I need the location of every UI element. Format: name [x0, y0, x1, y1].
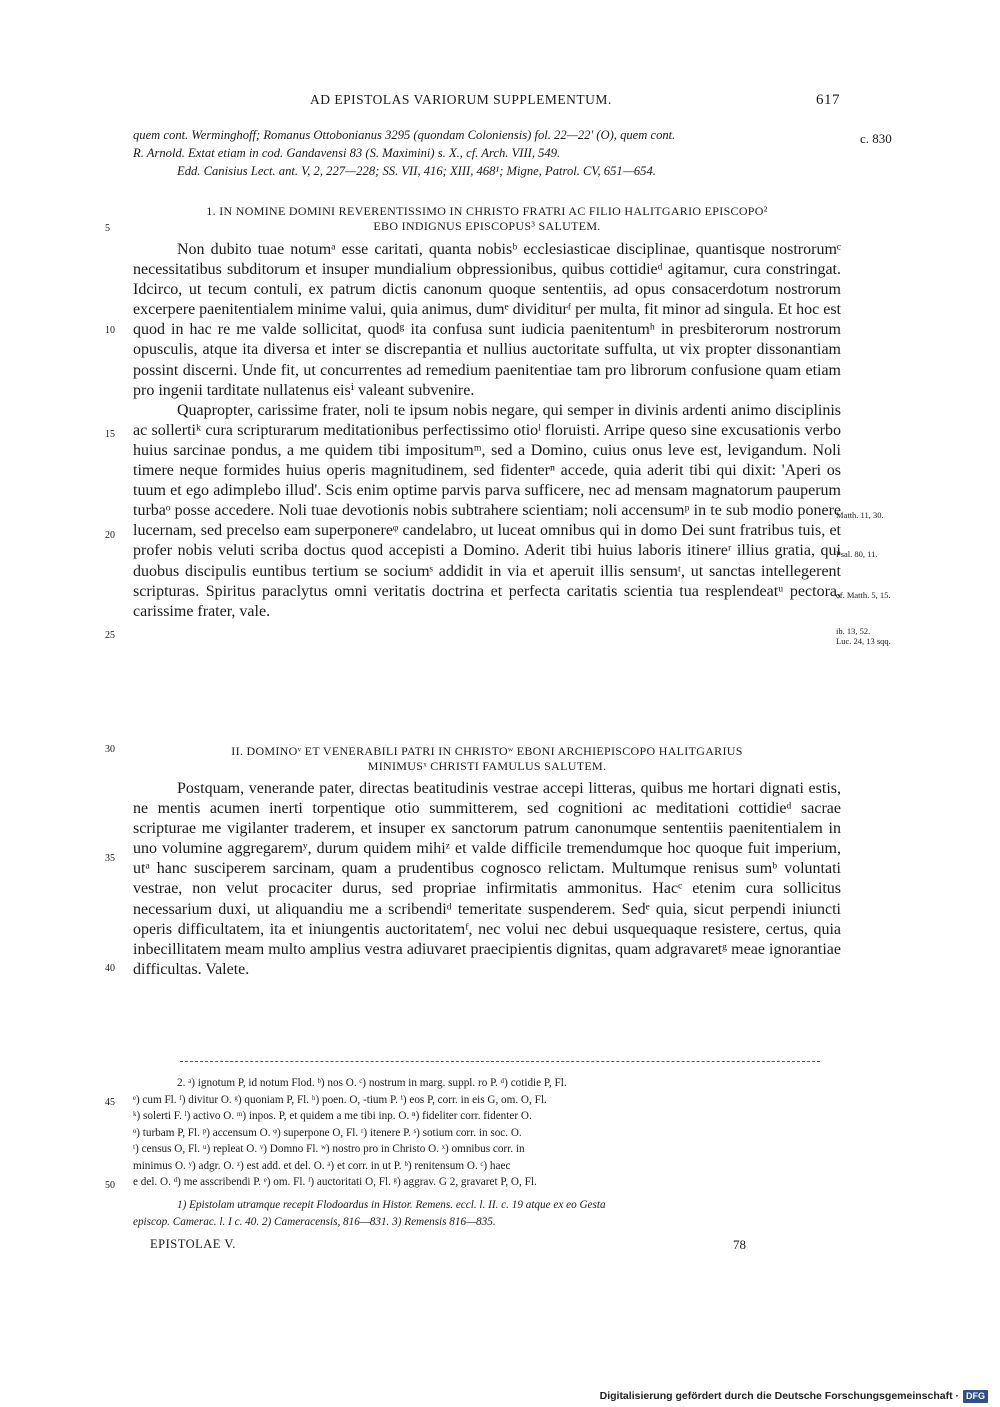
running-title: AD EPISTOLAS VARIORUM SUPPLEMENTUM.: [310, 92, 612, 107]
side-note-ib: ib. 13, 52.: [836, 626, 871, 636]
margin-date: c. 830: [860, 131, 892, 146]
note-line: ᵉ) cum Fl. ᶠ) divitur O. ᵍ) quoniam P, Fl. ʰ) poen. O, -tium P. ⁱ) eos P, corr. in eis G, om. O, Fl.: [133, 1093, 547, 1106]
digitization-credit: [600, 1389, 988, 1403]
line-number-10: 10: [105, 325, 115, 336]
line-number-30: 30: [105, 744, 115, 755]
page-number: 617: [816, 92, 840, 108]
heading-line: EBO INDIGNUS EPISCOPUS³ SALUTEM.: [373, 218, 601, 233]
letter-2-body: [133, 779, 841, 980]
line-number-40: 40: [105, 963, 115, 974]
footnotes: [133, 1197, 841, 1230]
side-note-matth: Matth. 11, 30.: [836, 510, 884, 520]
side-note-cf-matth: cf. Matth. 5, 15.: [836, 590, 891, 600]
intro-line: Edd. Canisius Lect. ant. V, 2, 227—228; SS. VII, 416; XIII, 468¹; Migne, Patrol. CV, 651—654.: [177, 164, 656, 178]
dfg-logo-icon: DFG: [963, 1390, 988, 1403]
footnote-line: episcop. Camerac. l. I c. 40. 2) Cameracensis, 816—831. 3) Remensis 816—835.: [133, 1215, 496, 1228]
note-line: 2. ᵃ) ignotum P, id notum Flod. ᵇ) nos O. ᶜ) nostrum in marg. suppl. ro P. ᵈ) cotidie P, Fl.: [177, 1077, 567, 1089]
intro-line: quem cont. Werminghoff; Romanus Ottobonianus 3295 (quondam Coloniensis) fol. 22—22' (O), quem cont.: [133, 128, 676, 142]
manuscript-intro: [133, 126, 841, 180]
critical-apparatus: [133, 1075, 841, 1191]
line-number-5: 5: [105, 223, 110, 234]
digitization-text: Digitalisierung gefördert durch die Deutsche Forschungsgemeinschaft ·: [599, 1390, 959, 1402]
line-number-45: 45: [105, 1097, 115, 1108]
side-note-luc: Luc. 24, 13 sqq.: [836, 636, 891, 646]
letter-1-heading: [133, 204, 841, 233]
line-number-15: 15: [105, 429, 115, 440]
note-line: ᵏ) solerti F. ˡ) activo O. ᵐ) inpos. P, et quidem a me tibi inp. O. ⁿ) fideliter corr. fidenter O.: [133, 1110, 532, 1122]
running-head: [130, 92, 840, 112]
note-line: ᵗ) census O, Fl. ᵘ) repleat O. ᵛ) Domno Fl. ʷ) nostro pro in Christo O. ˣ) omnibus corr. in: [133, 1143, 525, 1155]
notes-divider: [180, 1061, 820, 1062]
letter-2-heading: [133, 744, 841, 773]
paragraph: Quapropter, carissime frater, noli te ipsum nobis negare, qui semper in divinis ardenti animo disciplinis ac sollertiᵏ cura scripturarum meditationibus perfectissimo otioˡ floruisti. Arripe queso sine excusationis verbo huius sarcinae pondus, a me quidem tibi impositumᵐ, sed a Domino, cuius onus leve est, levigandum. Noli timere neque formides huius operis magnitudinem, sed fidenterⁿ accede, quia aderit tibi qui dixit: 'Aperi os tuum et ego adimplebo illud'. Scis enim optime parvis parva sufficere, nec ad mensam magnatorum pauperum turbaᵒ posse accedere. Noli tuae devotionis nobis subtrahere scientiam; noli accensumᵖ in te sub modio ponere lucernam, sed precelso eam superponereᵠ candelabro, ut luceat omnibus qui in domo Dei sunt fratribus tuis, et profer nobis veluti scriba doctus quod accepisti a Domino. Aderit tibi huius laboris itinereʳ illius gratia, qui duobus discipulis euntibus tertium se sociumˢ addidit in via et aperuit illis sensumᵗ, ut sanctas intellegerent scripturas. Spiritus paraclytus omni veritatis doctrina et perfecta caritatis scientia tua resplendeatᵘ pectora, carissime frater, vale.: [133, 401, 841, 620]
line-number-50: 50: [105, 1180, 115, 1191]
footnote-line: 1) Epistolam utramque recepit Flodoardus in Histor. Remens. eccl. l. II. c. 19 atque ex eo Gesta: [177, 1199, 606, 1211]
line-number-35: 35: [105, 853, 115, 864]
heading-line: 1. IN NOMINE DOMINI REVERENTISSIMO IN CHRISTO FRATRI AC FILIO HALITGARIO EPISCOPO²: [206, 204, 768, 218]
line-number-25: 25: [105, 630, 115, 641]
gathering-number: 78: [733, 1237, 746, 1252]
heading-line: II. DOMINOᵛ ET VENERABILI PATRI IN CHRISTOʷ EBONI ARCHIEPISCOPO HALITGARIUS: [231, 744, 743, 758]
paragraph: Non dubito tuae notumᵃ esse caritati, quanta nobisᵇ ecclesiasticae disciplinae, quantisque nostrorumᶜ necessitatibus subditorum et insuper mundialium obpressionibus, quibus cottidieᵈ agitamur, cura constringat. Idcirco, ut tecum contuli, ex patrum dictis canonum quoque sententiis, ad opus consacerdotum nostrorum excerpere paenitentialem minime valui, quia animus, dumᵉ dividiturᶠ per multa, fit minor ad singula. Et hoc est quod in hac re me valde sollicitat, quodᵍ ita confusa sunt iudicia paenitentumʰ in presbiterorum nostrorum opusculis, atque ita diversa et inter se discrepantia et nullius auctoritate suffulta, ut vix propter dissonantiam possint discerni. Unde fit, ut concurrentes ad remedium paenitentiae tam pro librorum confusione quam etiam pro ingenii tarditate nullatenus eisⁱ valeant subvenire.: [133, 241, 841, 399]
intro-line: R. Arnold. Extat etiam in cod. Gandavensi 83 (S. Maximini) s. X., cf. Arch. VIII, 549.: [133, 146, 561, 160]
note-line: e del. O. ᵈ) me asscribendi P. ᵉ) om. Fl. ᶠ) auctoritati O, Fl. ᵍ) aggrav. G 2, gravaret P, O, Fl.: [133, 1176, 537, 1188]
note-line: ᵒ) turbam P, Fl. ᵖ) accensum O. ᵠ) superpone O, Fl. ʳ) itenere P. ˢ) sotium corr. in soc. O.: [133, 1126, 522, 1139]
paragraph: Postquam, venerande pater, directas beatitudinis vestrae accepi litteras, quibus me hortari dignati estis, ne mentis acumen inerti torpentique otio summitterem, sed cognitioni ac meditationi cottidieᵈ sacrae scripturae me vigilanter traderem, et insuper ex sanctorum patrum canonumque sententiis paenitentialem in uno volumine aggregaremʸ, durum quidem mihiᶻ et valde difficile tremendumque hoc quoque fuit imperium, utᵃ hanc susciperem sarcinam, quam a prudentibus cognosco relictam. Multumque renisus sumᵇ voluntati vestrae, non velut procaciter durus, sed propriae infirmitatis ammonitus. Hacᶜ etenim cura sollicitus necessarium duxi, ut aliquandiu me a scribendiᵈ temeritate suspenderem. Sedᵉ quia, sicut perpendi iniuncti operis difficultatem, ita et iniungentis auctoritatemᶠ, nec volui nec debui usquequaque resistere, certus, quia inbecillitatem meam multo amplius vestra adiuvaret praecipientis dignitas, quam adgravaretᵍ meae ignorantiae difficultas. Valete.: [133, 780, 841, 978]
note-line: minimus O. ʸ) adgr. O. ᶻ) est add. et del. O. ᵃ) et corr. in ut P. ᵇ) renitensum O. ᶜ) haec: [133, 1159, 511, 1172]
letter-1-body: [133, 240, 841, 622]
line-number-20: 20: [105, 530, 115, 541]
heading-line: MINIMUSˣ CHRISTI FAMULUS SALUTEM.: [367, 758, 607, 773]
signature-mark: EPISTOLAE V.: [150, 1237, 236, 1251]
side-note-psal: Psal. 80, 11.: [836, 549, 878, 559]
